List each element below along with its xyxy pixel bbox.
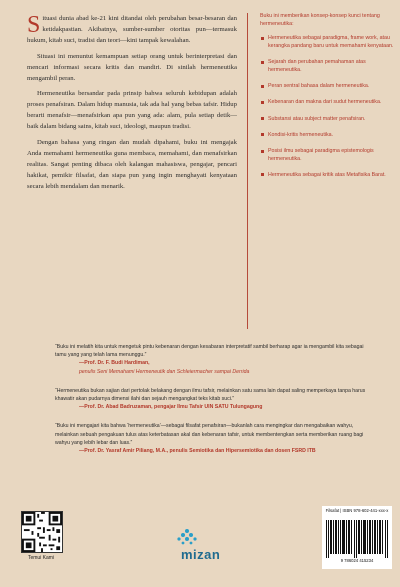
endorsement-text: “Buku ini mengajari kita bahwa ‘hermeneutika’—sebagai filsafat penafsiran—bukanlah cara mengingkar dan mengabaikan wahyu, melainkan sebuah pengakuan tulus atas keterbatasan akal dan kebenaran tafsir, untuk membentengkan serta memberikan ruang bagi wahyu yang lebih lebar dan luas.” [55,423,364,446]
drop-cap: S [27,12,41,38]
endorsement-text: “Hermeneutika bukan sajian dari pertolak belakang dengan ilmu tafsir, melainkan satu sama lain dapat saling memperkaya tanpa harus khawatir akan pudarnya dimensi ilahi dan sejauh mengangkat teks kitab suci.” [55,387,366,403]
key-concepts-lead: Buku ini memberikan konsep-konsep kunci tentang hermeneutika: [260,13,380,27]
endorsements [55,343,375,466]
intro-paragraph-4: Dengan bahasa yang ringan dan mudah dipahami, buku ini mengajak Anda memahami hermeneutika guna membaca, memahami, dan menafsirkan realitas. Sangat penting dibaca oleh kalangan mahasiswa, pengajar, pencari hakikat, pemikir filsafat, dan siapa pun yang ingin menghayati kenyataan secara lebih mendalam dan menarik. [27,139,237,190]
endorsement-author: —Prof. Dr. Abad Badruzaman, pengajar Ilmu Tafsir UIN SATU Tulungagung [79,404,263,411]
key-concepts-column [247,13,400,329]
endorsement-author-detail: penulis Seni Memahami Hermeneutik dan Schleiermacher sampai Derrida [79,368,250,375]
isbn-barcode [322,506,392,569]
intro-paragraph-1: Situasi dunia abad ke-21 kini ditandai oleh perubahan besar-besaran dan ketidakpastian. Akibatnya, sumber-sumber otoritas pun—termasuk hukum, kitab suci, tradisi dan teori—kini tampak kewalahan. [27,12,237,44]
concept-item: Posisi ilmu sebagai paradigma epistemologis hermeneutika. [260,148,400,163]
concept-item: Sejarah dan perubahan pemahaman atas hermeneutika. [260,59,400,74]
intro-paragraph-2: Situasi ini menuntut kemampuan setiap orang untuk berinterpretasi dan mencari informasi secara kritis dan mandiri. Di sinilah hermeneutika mengambil peran. [27,52,237,82]
key-concepts-list [260,35,400,179]
endorsement-text: “Buku ini melatih kita untuk mengetuk pintu kebenaran dengan kesabaran interpretatif sambil berharap agar ia mengambil kita sebagai tamu yang yang telah lama menunggu.” [55,344,364,359]
mizan-logo-icon [175,527,235,549]
endorsement-2 [55,387,375,412]
publisher-name: mizan [181,547,221,562]
concept-item: Hermeneutika sebagai paradigma, frame work, atau kerangka pandang baru untuk memahami kenyataan. [260,35,400,50]
barcode-icon [326,520,388,558]
endorsement-author: —Prof. Dr. F. Budi Hardiman, [79,360,150,367]
intro-text [27,14,237,198]
endorsement-3 [55,422,375,455]
intro-paragraph-3: Hermeneutika bersandar pada prinsip bahwa seluruh kebidupan adalah proses penafsiran. Dalam hidup manusia, tak ada hal yang bebas tafsir. Hidup berarti menafsir—menafsirkan apa pun yang ada: alam, pula setiap detik—baik dalam bidang sains, kitab suci, ideologi, maupun tradisi. [27,90,237,131]
concept-item: Hermeneutika sebagai kritik atas Metafisika Barat. [260,172,400,180]
concept-item: Peran sentral bahasa dalam hermeneutika. [260,83,400,91]
barcode-number: 9 786024 415234 [340,558,374,563]
qr-code-icon [22,512,62,552]
concept-item: Kondisi-kritis hermeneutika. [260,132,400,140]
barcode-category: Filsafat | ISBN 978-602-441-xxx-x [325,508,389,513]
concept-item: Substansi atau subject matter penafsiran. [260,116,400,124]
qr-label: Temui Kami [27,555,55,561]
qr-code[interactable] [21,511,63,553]
endorsement-author: —Prof. Dr. Yasraf Amir Piliang, M.A., penulis Semiotika dan Hipersemiotika dan dosen FSRD ITB [79,448,316,455]
endorsement-1 [55,343,375,376]
concept-item: Kebenaran dan makna dari sudut hermeneutika. [260,99,400,107]
